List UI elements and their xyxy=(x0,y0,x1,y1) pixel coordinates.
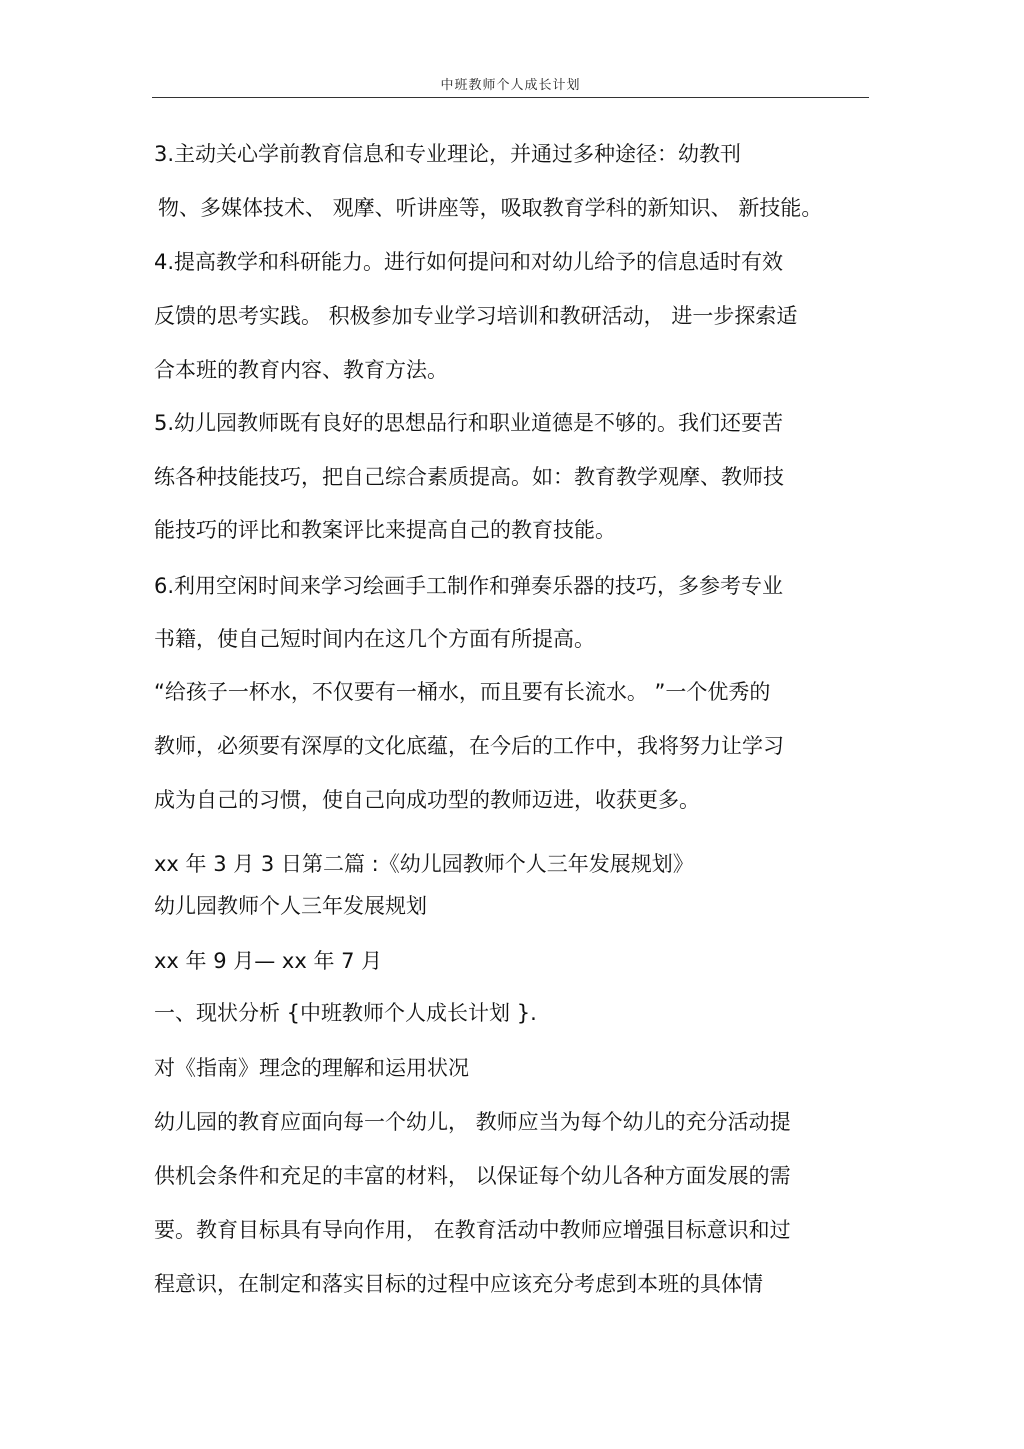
body-line-12: 教师，必须要有深厚的文化底蕴，在今后的工作中，我将努力让学习 xyxy=(154,734,784,758)
body-line-11: “给孩子一杯水，不仅要有一桶水，而且要有长流水。 ”一个优秀的 xyxy=(154,680,771,704)
body-line-10: 书籍，使自己短时间内在这几个方面有所提高。 xyxy=(154,627,595,651)
body-line-17: 一、现状分析 {中班教师个人成长计划 }. xyxy=(154,1001,537,1025)
body-line-14: xx 年 3 月 3 日第二篇 :《幼儿园教师个人三年发展规划》 xyxy=(154,852,694,876)
body-line-22: 程意识，在制定和落实目标的过程中应该充分考虑到本班的具体情 xyxy=(154,1272,763,1296)
body-line-21: 要。教育目标具有导向作用， 在教育活动中教师应增强目标意识和过 xyxy=(154,1218,791,1242)
body-line-16: xx 年 9 月— xx 年 7 月 xyxy=(154,949,383,973)
body-line-5: 合本班的教育内容、教育方法。 xyxy=(154,358,448,382)
body-line-1: 3.主动关心学前教育信息和专业理论，并通过多种途径：幼教刊 xyxy=(154,142,742,166)
body-line-4: 反馈的思考实践。 积极参加专业学习培训和教研活动， 进一步探索适 xyxy=(154,304,798,328)
body-line-7: 练各种技能技巧，把自己综合素质提高。如：教育教学观摩、教师技 xyxy=(154,465,784,489)
body-line-20: 供机会条件和充足的丰富的材料， 以保证每个幼儿各种方面发展的需 xyxy=(154,1164,791,1188)
body-line-18: 对《指南》理念的理解和运用状况 xyxy=(154,1056,469,1080)
body-line-19: 幼儿园的教育应面向每一个幼儿， 教师应当为每个幼儿的充分活动提 xyxy=(154,1110,791,1134)
running-header-title: 中班教师个人成长计划 xyxy=(440,78,581,93)
body-line-13: 成为自己的习惯，使自己向成功型的教师迈进，收获更多。 xyxy=(154,788,700,812)
body-line-3: 4.提高教学和科研能力。进行如何提问和对幼儿给予的信息适时有效 xyxy=(154,250,784,274)
body-line-8: 能技巧的评比和教案评比来提高自己的教育技能。 xyxy=(154,518,616,542)
body-line-9: 6.利用空闲时间来学习绘画手工制作和弹奏乐器的技巧，多参考专业 xyxy=(154,574,784,598)
body-line-6: 5.幼儿园教师既有良好的思想品行和职业道德是不够的。我们还要苦 xyxy=(154,411,784,435)
body-line-15: 幼儿园教师个人三年发展规划 xyxy=(154,894,427,918)
body-line-2: 物、多媒体技术、 观摩、听讲座等，吸取教育学科的新知识、 新技能。 xyxy=(158,196,823,220)
header-divider xyxy=(152,97,869,98)
